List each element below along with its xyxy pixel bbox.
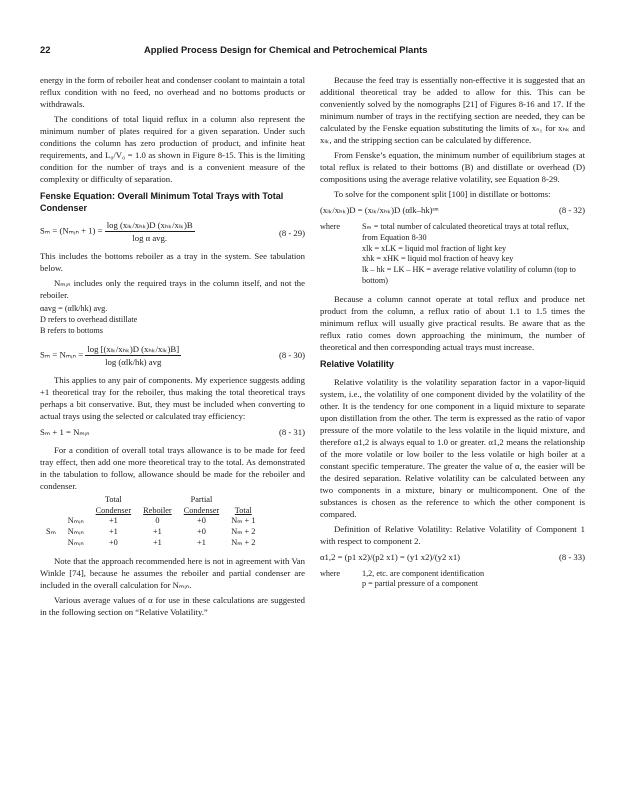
where-block (320, 222, 585, 287)
paragraph: From Fenske’s equation, the minimum number of equilibrium stages at total reflux is related to their bottoms (B) and distillate or overhead (D) compositions using the average relative volatility, see Equation 8-29. (320, 150, 585, 184)
paragraph: This applies to any pair of components. My experience suggests adding +1 theoretical tray for the reboiler, thus making the total theoretical trays perhaps a bit conservative. But, they must be included when converting to actual trays using the selected or calculated tray efficiency: (40, 374, 305, 421)
table-cell: Nₘ + 2 (231, 537, 256, 547)
section-heading-relative-volatility: Relative Volatility (320, 358, 394, 369)
paragraph: This includes the bottoms reboiler as a tray in the system. See tabulation below. (40, 251, 305, 274)
table-row (40, 527, 261, 538)
table-cell: +0 (197, 527, 206, 537)
equation-lhs: Sₘ = Nₘᵢₙ = (40, 349, 84, 360)
table-header: Reboiler (143, 505, 172, 515)
table-cell: 0 (155, 516, 160, 526)
definition: xlk = xLK = liquid mol fraction of light key (362, 243, 507, 253)
equation-numerator: log (xₗₖ/xₕₖ)D (xₕₖ/xₗₖ)B (106, 220, 193, 231)
table-cell: +1 (153, 527, 162, 537)
definition: D refers to overhead distillate (40, 315, 138, 325)
table-header: Partial (190, 494, 213, 504)
table-header: Total (104, 494, 122, 504)
section-heading-fenske: Fenske Equation: Overall Minimum Total Trays with Total Condenser (40, 191, 284, 213)
definition: lk – hk = LK – HK = average relative volatility of column (top to bottom) (362, 265, 576, 286)
paragraph: Note that the approach recommended here is not in agreement with Van Winkle [74], because he assumes the reboiler and partial condenser are included in the overall calculation for Nₘᵢₙ. (40, 555, 305, 590)
equation-denominator: log (αlk/hk) avg (105, 356, 162, 367)
table-header-row (40, 495, 261, 506)
equation-fraction (85, 343, 181, 368)
table-header-row (40, 506, 261, 517)
where-label: where (320, 568, 341, 578)
paragraph: For a condition of overall total trays allowance is to be made for feed tray effect, then add one more theoretical tray to the total. As demonstrated in the tabulation to follow, allowance should be made for the reboiler and condenser. (40, 444, 305, 491)
equation-number: (8 - 32) (558, 205, 585, 215)
table-row (40, 516, 261, 527)
equation-numerator: log [(xₗₖ/xₕₖ)D (xₕₖ/xₗₖ)B] (87, 343, 180, 354)
equation-body: Sₘ + 1 = Nₘᵢₙ (40, 426, 90, 437)
table-header: Condenser (183, 505, 220, 515)
table-header: Total (234, 505, 252, 515)
left-column (40, 74, 305, 621)
table-cell: Nₘ + 1 (231, 516, 256, 526)
table-header (225, 495, 261, 506)
equation-8-29 (40, 219, 305, 244)
row-label: Sₘ (46, 527, 56, 537)
equation-number: (8 - 30) (278, 349, 305, 360)
table-cell: +0 (197, 516, 206, 526)
equation-8-33 (320, 551, 585, 563)
equation-8-30 (40, 343, 305, 368)
paragraph: Nₘᵢₙ includes only the required trays in the column itself, and not the reboiler. (40, 278, 305, 301)
equation-lhs: Sₘ = (Nₘᵢₙ + 1) = (40, 225, 103, 236)
table-cell: Nₘ + 2 (231, 527, 256, 537)
definition: 1,2, etc. are component identification (362, 568, 485, 578)
where-definitions (362, 569, 585, 591)
running-title: Applied Process Design for Chemical and Petrochemical Plants (144, 44, 428, 55)
paragraph: Relative volatility is the volatility separation factor in a vapor-liquid system, i.e., the volatility of one component divided by the volatility of the other. It is the tendency for one component in a liquid mixture to separate upon distillation from the other. The term is expressed as the ratio of vapor pressure of the more volatile to the less volatile in the liquid mixture, and therefore α1,2 is always equal to 1.0 or greater. α1,2 means the relationship of the more volatile or low boiler to the less volatile or high boiler at a constant specific temperature. The greater the value of α, the easier will be the desired separation. Relative volatility can be calculated between any two components in a mixture, binary or multicomponent. One of the substances is chosen as the reference to which the other component is compared. (320, 376, 585, 519)
equation-number: (8 - 31) (278, 426, 305, 437)
definition: xhk = xHK = liquid mol fraction of heavy key (362, 254, 514, 264)
definition: p = partial pressure of a component (362, 579, 479, 589)
page-number: 22 (40, 44, 51, 55)
equation-body: (xₗₖ/xₕₖ)D = (xₗₖ/xₕₖ)D (αlk–hk)ˢᵐ (320, 205, 439, 215)
equation-denominator: log α avg. (132, 233, 168, 244)
equation-number: (8 - 29) (278, 228, 305, 239)
paragraph: Various average values of α for use in these calculations are suggested in the following section on “Relative Volatility.” (40, 594, 305, 617)
definition-list (40, 304, 305, 336)
equation-body: α1,2 = (p1 x2)/(p2 x1) = (y1 x2)/(y2 x1) (320, 551, 461, 562)
definition: Sₘ = total number of calculated theoretical trays at total reflux, from Equation 8-30 (362, 222, 569, 242)
table-header: Condenser (95, 505, 132, 515)
table-cell: +1 (108, 516, 118, 526)
paragraph: Because the feed tray is essentially non-effective it is suggested that an additional theoretical tray be added to allow for this. This can be conveniently solved by the nomographs [21] of Figures 8-16 and 17. If the minimum number of trays in the rectifying section are needed, they can be calculated by the Fenske equation substituting the limits of xₙ₁ for xₕₖ and xₗₖ, and the stripping section can be calculated by difference. (320, 75, 585, 145)
table-cell: +0 (108, 537, 118, 547)
equation-fraction (105, 219, 195, 244)
equation-number: (8 - 33) (558, 551, 585, 562)
tray-allowance-table (40, 495, 261, 549)
equation-8-32 (320, 204, 585, 216)
paragraph: To solve for the component split [100] in distillate or bottoms: (334, 189, 551, 199)
where-block (320, 569, 585, 591)
equation-8-31 (40, 426, 305, 438)
table-cell: +1 (108, 527, 118, 537)
table-cell: +1 (197, 537, 206, 547)
paragraph: Because a column cannot operate at total reflux and produce net product from the column, a reflux ratio of about 1.1 to 1.5 times the minimum reflux will usually give practical results. Be aware that as the reflux ratio comes down approaching the minimum, the number of theoretical and then corresponding actual trays must increase. (320, 293, 585, 352)
right-column (320, 74, 585, 590)
table-cell: +1 (153, 537, 162, 547)
definition: αavg = (αlk/hk) avg. (40, 304, 108, 314)
where-label: where (320, 222, 341, 231)
table-row (40, 538, 261, 549)
table-cell: Nₘᵢₙ (67, 527, 84, 537)
where-definitions (362, 222, 585, 287)
paragraph: Definition of Relative Volatility: Relative Volatility of Component 1 with respect to component 2. (320, 523, 585, 546)
table-cell: Nₘᵢₙ (67, 516, 84, 526)
definition: B refers to bottoms (40, 326, 103, 336)
table-header (137, 495, 178, 506)
table-cell: Nₘᵢₙ (67, 537, 84, 547)
paragraph: The conditions of total liquid reflux in a column also represent the minimum number of plates required for a given separation. Under such conditions the column has zero production of product, and infinite heat requirements, and L₀/V₀ = 1.0 as shown in Figure 8-15. This is the limiting condition for the number of trays and is a convenient measure of the complexity or difficulty of separation. (40, 114, 305, 184)
paragraph: energy in the form of reboiler heat and condenser coolant to maintain a total reflux condition with no feed, no overhead and no bottoms products or withdrawals. (40, 75, 305, 109)
